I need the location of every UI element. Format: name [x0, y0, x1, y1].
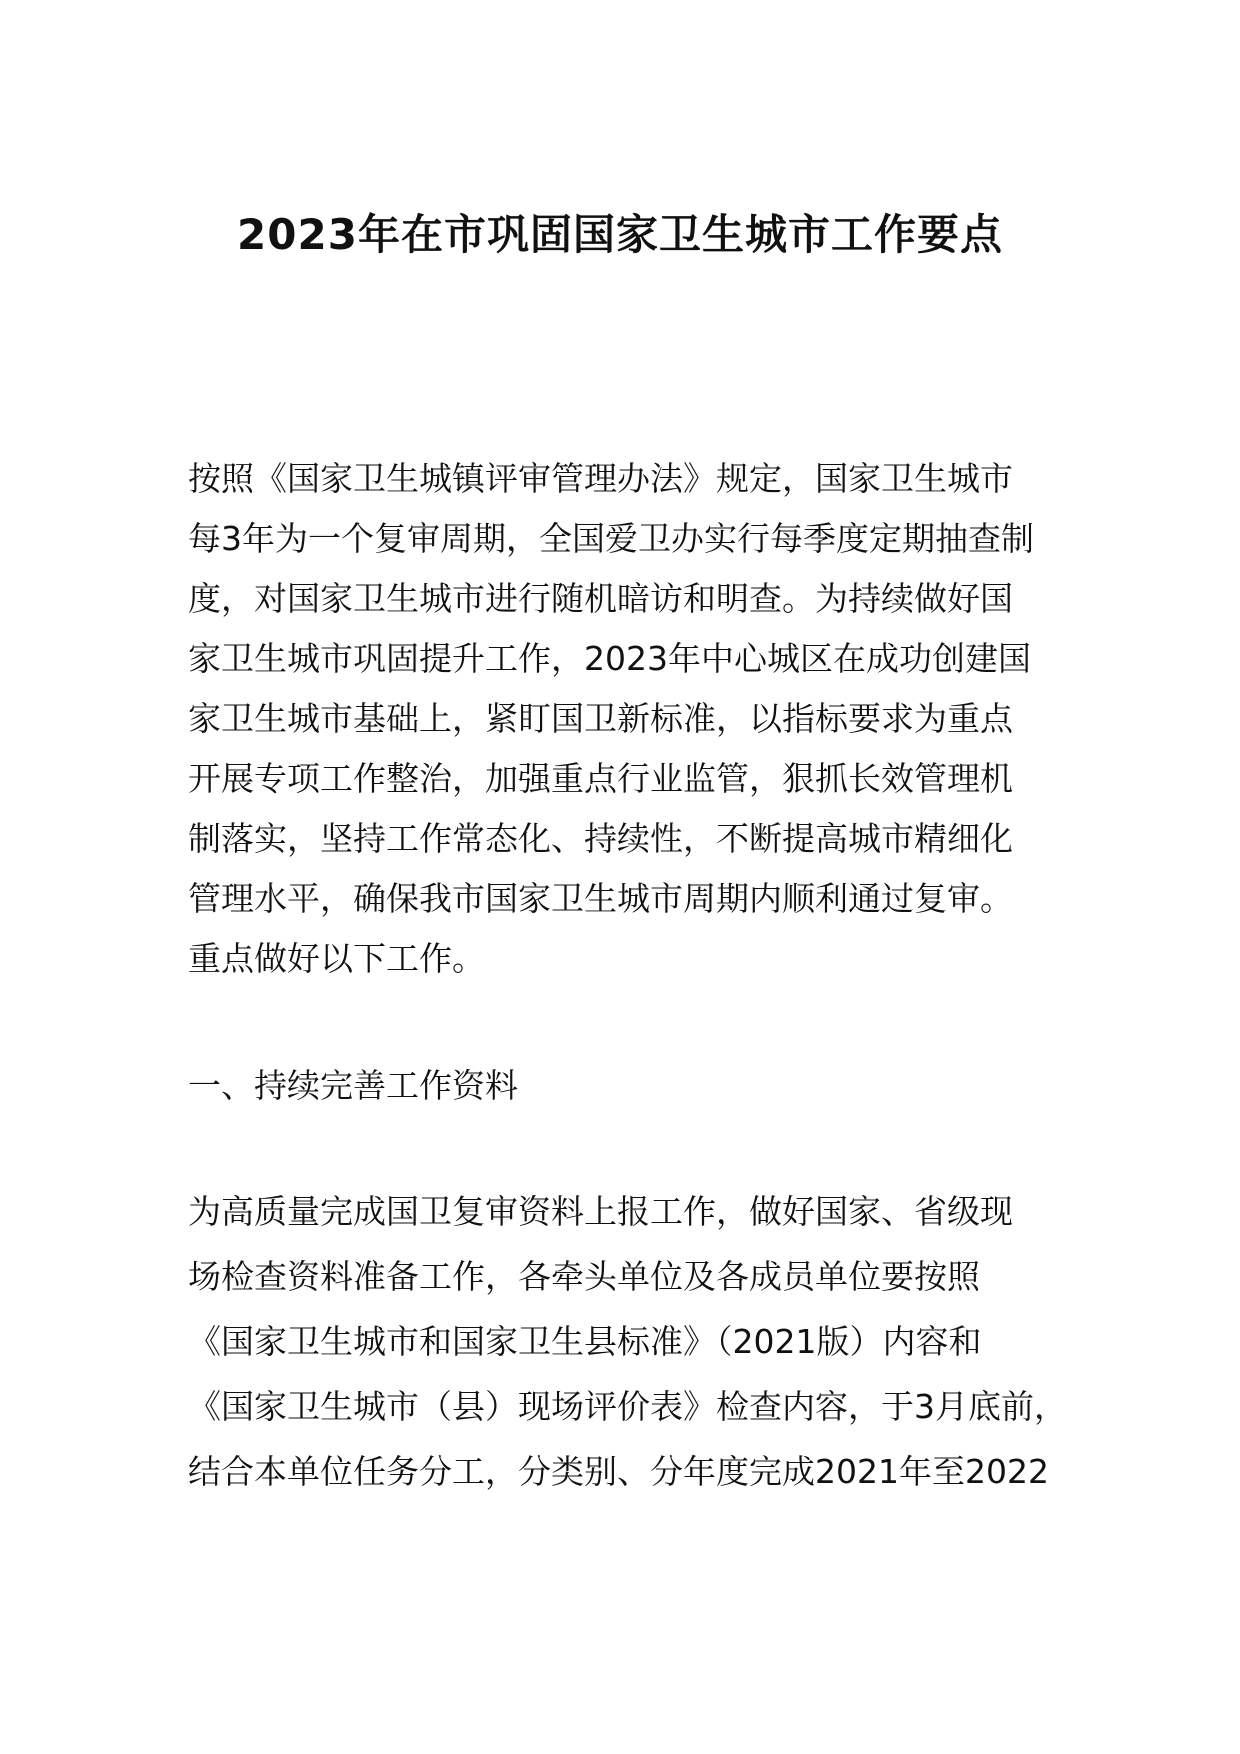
section-1-heading: 一、持续完善工作资料 [188, 1066, 518, 1105]
document-title: 2023年在市巩固国家卫生城市工作要点 [237, 210, 1003, 259]
intro-line-3: 度，对国家卫生城市进行随机暗访和明查。为持续做好国 [188, 579, 1013, 618]
intro-line-1: 按照《国家卫生城镇评审管理办法》规定，国家卫生城市 [188, 459, 1013, 498]
intro-line-8: 管理水平，确保我市国家卫生城市周期内顺利通过复审。 [188, 879, 1013, 918]
section-1-line-5: 结合本单位任务分工，分类别、分年度完成2021年至2022 [188, 1452, 1049, 1491]
section-1-line-2: 场检查资料准备工作，各牵头单位及各成员单位要按照 [188, 1257, 980, 1296]
section-1-line-3: 《国家卫生城市和国家卫生县标准》（2021版）内容和 [188, 1322, 982, 1361]
intro-line-7: 制落实，坚持工作常态化、持续性，不断提高城市精细化 [188, 819, 1013, 858]
intro-line-4: 家卫生城市巩固提升工作，2023年中心城区在成功创建国 [188, 639, 1031, 678]
intro-line-9: 重点做好以下工作。 [188, 939, 485, 978]
intro-line-2: 每3年为一个复审周期，全国爱卫办实行每季度定期抽查制 [188, 519, 1034, 558]
section-1-line-1: 为高质量完成国卫复审资料上报工作，做好国家、省级现 [188, 1192, 1013, 1231]
section-1-line-4: 《国家卫生城市（县）现场评价表》检查内容，于3月底前， [188, 1387, 1067, 1426]
intro-line-5: 家卫生城市基础上，紧盯国卫新标准，以指标要求为重点 [188, 699, 1013, 738]
intro-line-6: 开展专项工作整治，加强重点行业监管，狠抓长效管理机 [188, 759, 1013, 798]
